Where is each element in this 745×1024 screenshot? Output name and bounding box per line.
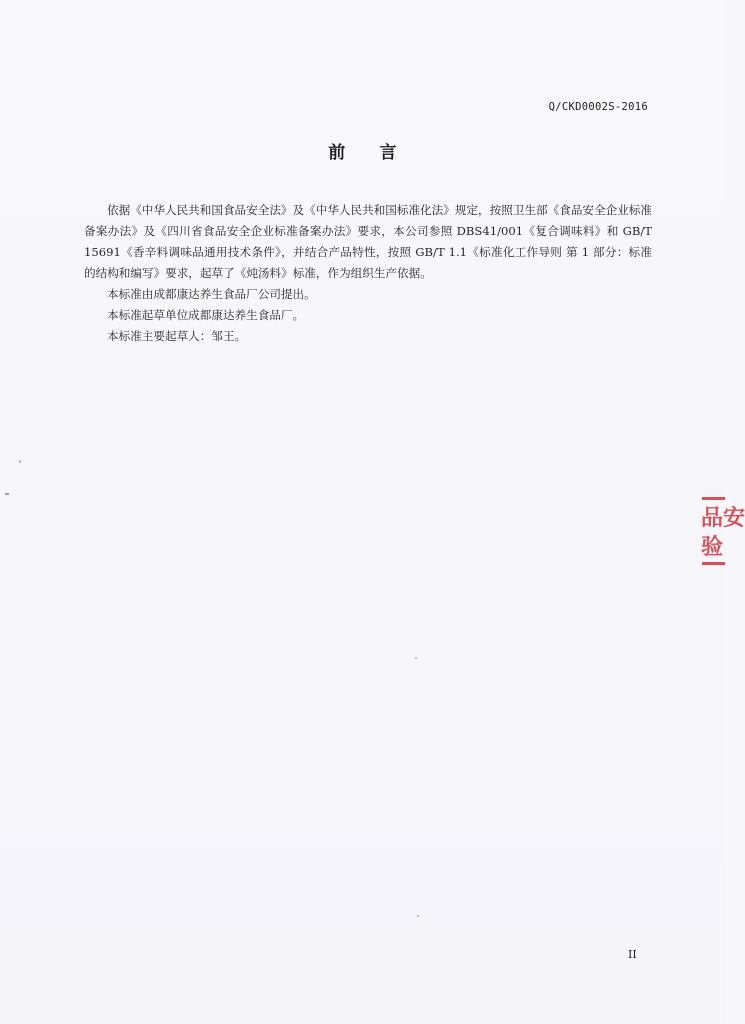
document-code: Q/CKD0002S-2016 xyxy=(548,101,648,113)
page-number: II xyxy=(628,948,637,961)
scan-artifact xyxy=(417,915,419,917)
scan-artifact xyxy=(19,460,21,463)
stamp-text-2: 验 xyxy=(701,535,724,560)
scan-artifact xyxy=(415,657,417,659)
title-char-1: 前 xyxy=(328,143,346,163)
paragraph-drafting-unit: 本标准起草单位成都康达养生食品厂。 xyxy=(107,308,305,322)
scan-artifact xyxy=(5,493,9,495)
foreword-body xyxy=(84,200,652,347)
title-char-2: 言 xyxy=(379,143,397,163)
stamp-text-1: 品安 xyxy=(701,506,745,531)
red-seal-stamp xyxy=(696,480,745,576)
paragraph-proposer: 本标准由成都康达养生食品厂公司提出。 xyxy=(107,287,316,301)
paragraph-basis: 依据《中华人民共和国食品安全法》及《中华人民共和国标准化法》规定，按照卫生部《食品安全企业标准备案办法》及《四川省食品安全企业标准备案办法》要求，本公司参照 DBS41/001《复合调味料》和 GB/T 15691《香辛料调味品通用技术条件》，并结合产品特性，按照 GB/T 1.1《标准化工作导则 第 1 部分：标准的结构和编写》要求，起草了《炖汤料》标准，作为组织生产依据。 xyxy=(84,203,652,280)
page-title xyxy=(0,138,725,163)
paragraph-drafter: 本标准主要起草人：邹王。 xyxy=(107,329,247,343)
